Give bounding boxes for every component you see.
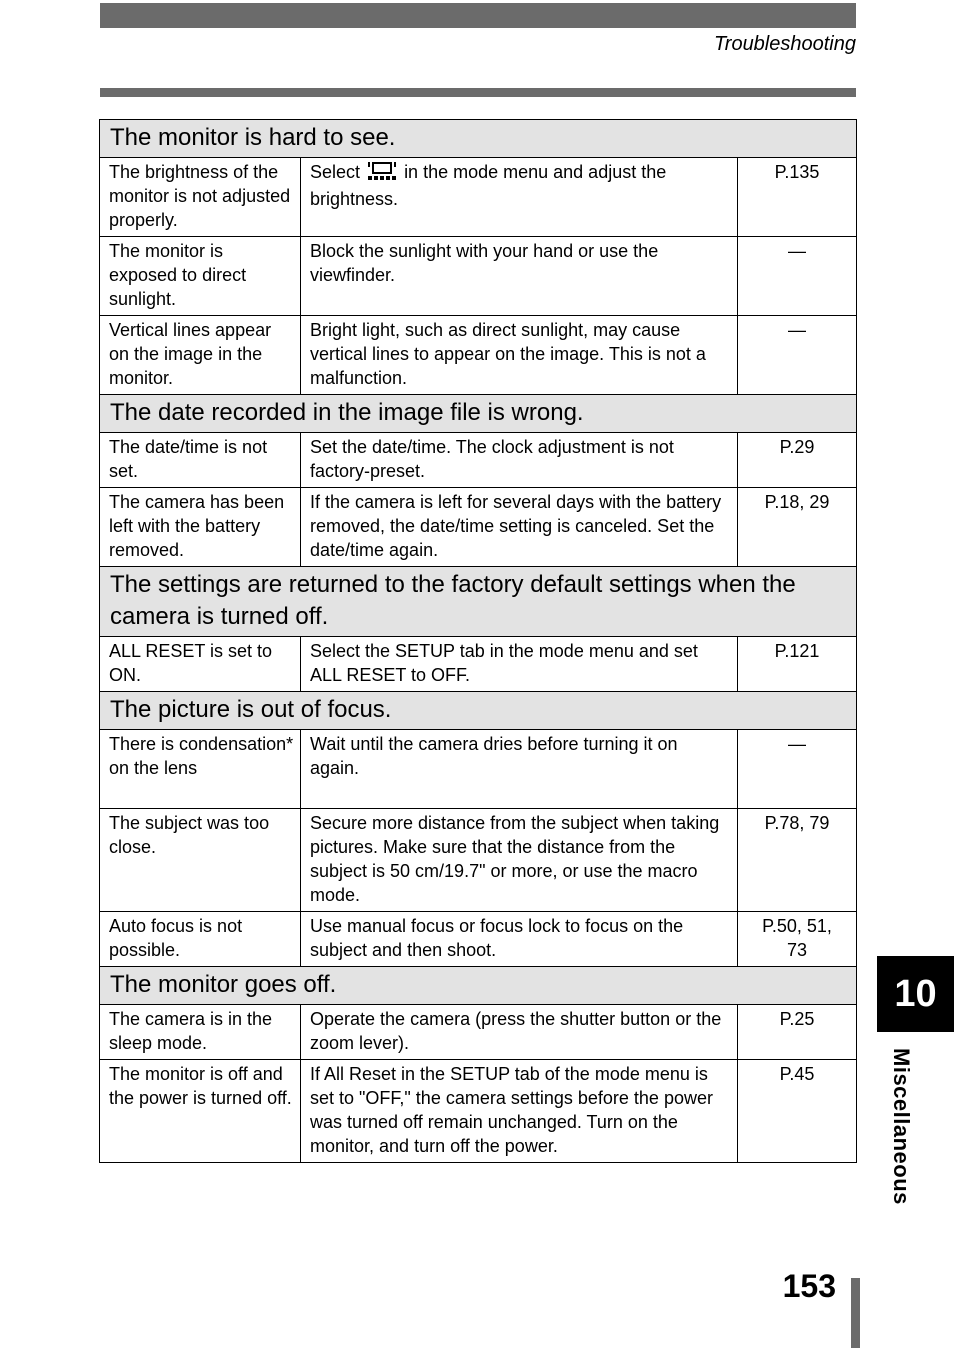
table-row: [100, 912, 857, 967]
table-row: [100, 809, 857, 912]
cause-cell: The date/time is not set.: [100, 433, 301, 488]
section-heading: The settings are returned to the factory default settings when the camera is turned off.: [100, 567, 857, 637]
remedy-cell: If the camera is left for several days with the battery removed, the date/time setting is canceled. Set the date/time again.: [301, 488, 738, 567]
section-heading: The monitor goes off.: [100, 967, 857, 1005]
section-heading-row: [100, 395, 857, 433]
cause-cell: Auto focus is not possible.: [100, 912, 301, 967]
section-heading: The monitor is hard to see.: [100, 120, 857, 158]
remedy-cell: Select the SETUP tab in the mode menu and set ALL RESET to OFF.: [301, 637, 738, 692]
cause-cell: The brightness of the monitor is not adjusted properly.: [100, 158, 301, 237]
monitor-brightness-icon: [367, 161, 397, 187]
ref-cell: P.78, 79: [738, 809, 857, 912]
table-row: [100, 488, 857, 567]
table-row: [100, 316, 857, 395]
section-heading: The picture is out of focus.: [100, 692, 857, 730]
cause-cell: The camera has been left with the battery removed.: [100, 488, 301, 567]
remedy-cell: Wait until the camera dries before turning it on again.: [301, 730, 738, 809]
ref-cell: P.121: [738, 637, 857, 692]
section-heading-row: [100, 967, 857, 1005]
cause-cell: The monitor is exposed to direct sunlight.: [100, 237, 301, 316]
header-rule: [100, 88, 856, 97]
cause-cell: The subject was too close.: [100, 809, 301, 912]
ref-cell: P.45: [738, 1060, 857, 1163]
remedy-cell: Set the date/time. The clock adjustment is not factory-preset.: [301, 433, 738, 488]
cause-cell: Vertical lines appear on the image in the monitor.: [100, 316, 301, 395]
ref-cell: P.25: [738, 1005, 857, 1060]
page-number: 153: [782, 1268, 836, 1304]
remedy-cell: Block the sunlight with your hand or use the viewfinder.: [301, 237, 738, 316]
table-row: [100, 433, 857, 488]
ref-cell: P.50, 51, 73: [738, 912, 857, 967]
ref-cell: —: [738, 237, 857, 316]
cause-cell: The camera is in the sleep mode.: [100, 1005, 301, 1060]
table-row: [100, 237, 857, 316]
remedy-text-after: in the mode menu and adjust the brightness.: [310, 162, 667, 209]
remedy-cell: Secure more distance from the subject when taking pictures. Make sure that the distance from the subject is 50 cm/19.7" or more, or use the macro mode.: [301, 809, 738, 912]
ref-cell: P.29: [738, 433, 857, 488]
table-row: [100, 637, 857, 692]
table-row: [100, 730, 857, 809]
cause-cell: There is condensation* on the lens: [100, 730, 301, 809]
header-bar: [100, 3, 856, 28]
section-heading: The date recorded in the image file is wrong.: [100, 395, 857, 433]
section-heading-row: [100, 692, 857, 730]
remedy-cell: [301, 158, 738, 237]
remedy-cell: If All Reset in the SETUP tab of the mode menu is set to "OFF," the camera settings before the power was turned off remain unchanged. Turn on the monitor, and turn off the power.: [301, 1060, 738, 1163]
table-row: [100, 158, 857, 237]
cause-cell: The monitor is off and the power is turned off.: [100, 1060, 301, 1163]
cause-cell: ALL RESET is set to ON.: [100, 637, 301, 692]
section-heading-row: [100, 120, 857, 158]
chapter-title: Miscellaneous: [889, 1048, 914, 1205]
ref-cell: —: [738, 316, 857, 395]
ref-cell: P.135: [738, 158, 857, 237]
section-heading-row: [100, 567, 857, 637]
page-number-bar: [851, 1278, 860, 1348]
table-row: [100, 1060, 857, 1163]
remedy-cell: Bright light, such as direct sunlight, may cause vertical lines to appear on the image. This is not a malfunction.: [301, 316, 738, 395]
ref-cell: —: [738, 730, 857, 809]
ref-cell: P.18, 29: [738, 488, 857, 567]
remedy-text-before: Select: [310, 162, 361, 182]
troubleshooting-table: [99, 119, 857, 1163]
remedy-cell: Use manual focus or focus lock to focus on the subject and then shoot.: [301, 912, 738, 967]
chapter-number-tab: 10: [877, 956, 954, 1032]
section-label: Troubleshooting: [714, 33, 856, 55]
table-row: [100, 1005, 857, 1060]
remedy-cell: Operate the camera (press the shutter button or the zoom lever).: [301, 1005, 738, 1060]
